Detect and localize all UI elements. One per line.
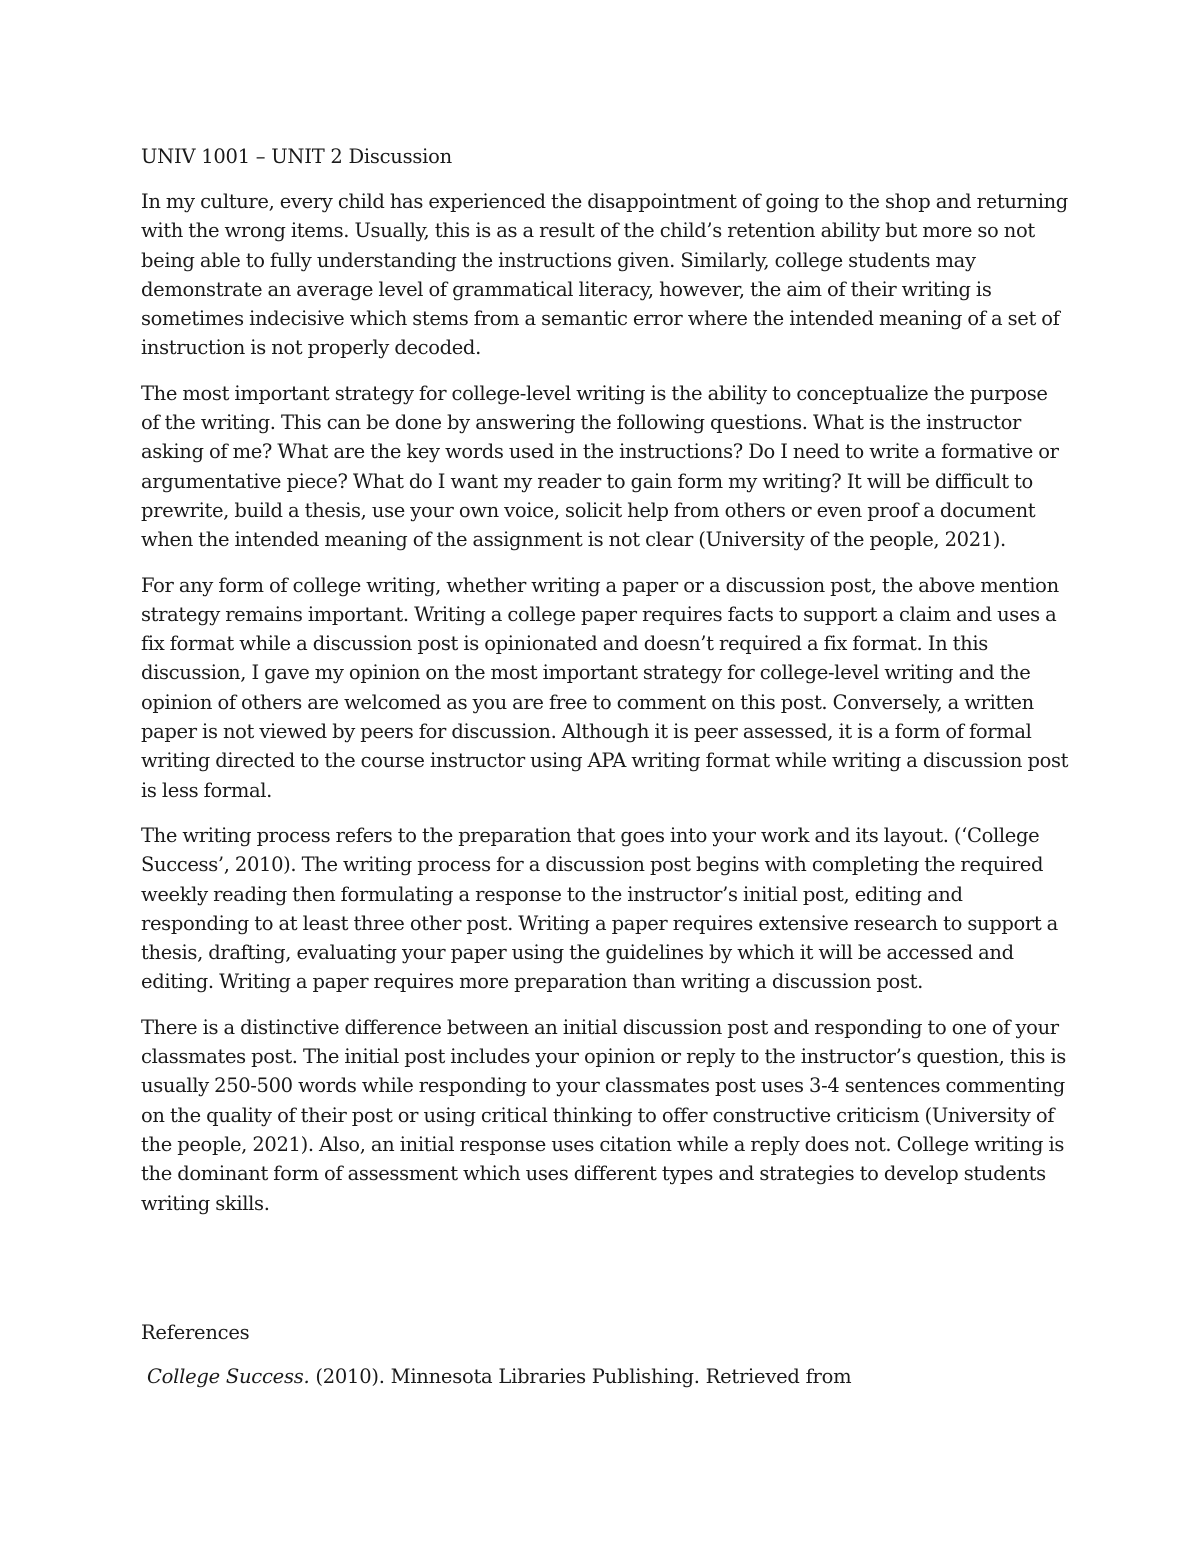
paragraph-3: For any form of college writing, whether writing a paper or a discussion post, the above mention strategy remains important. Writing a college paper requires facts to support a claim and uses a fix format while a discussion post is opinionated and doesn’t required a fix format. In this discussion, I gave my opinion on the most important strategy for college-level writing and the opinion of others are welcomed as you are free to comment on this post. Conversely, a written paper is not viewed by peers for discussion. Although it is peer assessed, it is a form of formal writing directed to the course instructor using APA writing format while writing a discussion post is less formal. — [141, 573, 1069, 802]
document-title: UNIV 1001 – UNIT 2 Discussion — [141, 145, 452, 168]
references-heading: References — [141, 1321, 250, 1344]
paragraph-2: The most important strategy for college-level writing is the ability to conceptualize the purpose of the writing. This can be done by answering the following questions. What is the instructor asking of me? What are the key words used in the instructions? Do I need to write a formative or argumentative piece? What do I want my reader to gain form my writing? It will be difficult to prewrite, build a thesis, use your own voice, solicit help from others or even proof a document when the intended meaning of the assignment is not clear (University of the people, 2021). — [141, 381, 1059, 552]
document-body — [141, 142, 1071, 1234]
reference-entry — [147, 1362, 851, 1391]
paragraph-5: There is a distinctive difference between an initial discussion post and responding to one of your classmates post. The initial post includes your opinion or reply to the instructor’s question, this is usually 250-500 words while responding to your classmates post uses 3-4 sentences commenting on the quality of their post or using critical thinking to offer constructive criticism (University of the people, 2021). Also, an initial response uses citation while a reply does not. College writing is the dominant form of assessment which uses different types and strategies to develop students writing skills. — [141, 1015, 1066, 1215]
reference-details: (2010). Minnesota Libraries Publishing. Retrieved from — [309, 1365, 852, 1388]
paragraph-4: The writing process refers to the preparation that goes into your work and its layout. (‘College Success’, 2010). The writing process for a discussion post begins with completing the required weekly reading then formulating a response to the instructor’s initial post, editing and responding to at least three other post. Writing a paper requires extensive research to support a thesis, drafting, evaluating your paper using the guidelines by which it will be accessed and editing. Writing a paper requires more preparation than writing a discussion post. — [141, 823, 1058, 994]
reference-title: College Success. — [147, 1365, 310, 1388]
paragraph-1: In my culture, every child has experienced the disappointment of going to the shop and returning with the wrong items. Usually, this is as a result of the child’s retention ability but more so not being able to fully understanding the instructions given. Similarly, college students may demonstrate an average level of grammatical literacy, however, the aim of their writing is sometimes indecisive which stems from a semantic error where the intended meaning of a set of instruction is not properly decoded. — [141, 190, 1068, 360]
